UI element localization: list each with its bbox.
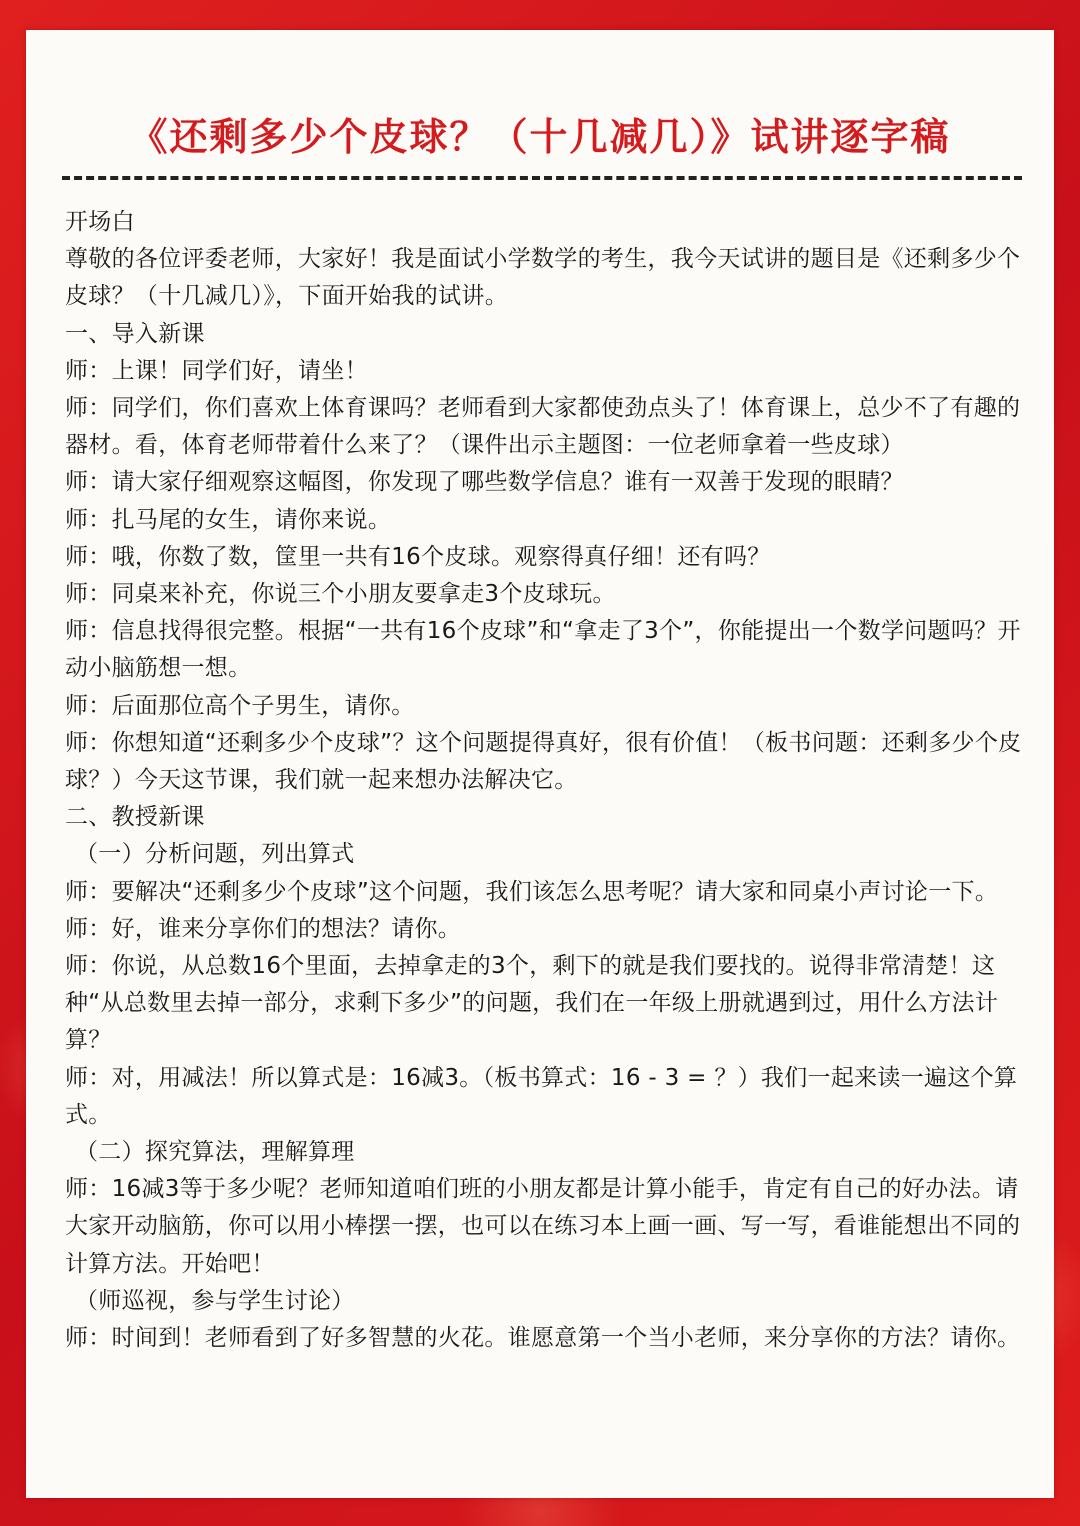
- section-heading-opening: 开场白: [65, 209, 135, 235]
- paragraph: 师：哦，你数了数，筐里一共有16个皮球。观察得真仔细！还有吗？: [65, 543, 771, 570]
- paragraph: 师：对，用减法！所以算式是：16减3。（板书算式：16 - 3 = ？）我们一起来读一遍这个算式。: [65, 1064, 1018, 1128]
- subsection-heading-analyze: （一）分析问题，列出算式: [75, 841, 355, 868]
- stage-direction: （师巡视，参与学生讨论）: [75, 1287, 355, 1314]
- section-heading-intro: 一、导入新课: [65, 320, 205, 347]
- paragraph: 师：请大家仔细观察这幅图，你发现了哪些数学信息？谁有一双善于发现的眼睛？: [65, 469, 904, 496]
- paragraph: 师：时间到！老师看到了好多智慧的火花。谁愿意第一个当小老师，来分享你的方法？请你。: [65, 1325, 1021, 1352]
- dashed-divider: [62, 176, 1022, 180]
- paragraph: 师：你说，从总数16个里面，去掉拿走的3个，剩下的就是我们要找的。说得非常清楚！这种“从总数里去掉一部分，求剩下多少”的问题，我们在一年级上册就遇到过，用什么方法计算？: [65, 953, 999, 1054]
- document-title: 《还剩多少个皮球？（十几减几）》试讲逐字稿: [129, 115, 951, 159]
- document-body: [65, 204, 1025, 1357]
- subsection-heading-explore: （二）探究算法，理解算理: [75, 1139, 355, 1166]
- paragraph: 师：同学们，你们喜欢上体育课吗？老师看到大家都使劲点头了！体育课上，总少不了有趣的器材。看，体育老师带着什么来了？（课件出示主题图：一位老师拿着一些皮球）: [65, 395, 1021, 459]
- paragraph: 师：要解决“还剩多少个皮球”这个问题，我们该怎么思考呢？请大家和同桌小声讨论一下。: [65, 878, 999, 905]
- paragraph: 尊敬的各位评委老师，大家好！我是面试小学数学的考生，我今天试讲的题目是《还剩多少个皮球？（十几减几）》，下面开始我的试讲。: [65, 246, 1021, 310]
- paragraph: 师：扎马尾的女生，请你来说。: [65, 506, 392, 533]
- paragraph: 师：上课！同学们好，请坐！: [65, 357, 368, 384]
- section-heading-new-lesson: 二、教授新课: [65, 804, 205, 831]
- paragraph: 师：信息找得很完整。根据“一共有16个皮球”和“拿走了3个”，你能提出一个数学问题吗？开动小脑筋想一想。: [65, 618, 1021, 682]
- paragraph: 师：好，谁来分享你们的想法？请你。: [65, 915, 462, 942]
- paragraph: 师：同桌来补充，你说三个小朋友要拿走3个皮球玩。: [65, 581, 616, 608]
- paragraph: 师：后面那位高个子男生，请你。: [65, 692, 415, 719]
- document-page: [26, 30, 1054, 1498]
- paragraph: 师：你想知道“还剩多少个皮球”？这个问题提得真好，很有价值！（板书问题：还剩多少个皮球？）今天这节课，我们就一起来想办法解决它。: [65, 729, 1022, 794]
- paragraph: 师：16减3等于多少呢？老师知道咱们班的小朋友都是计算小能手，肯定有自己的好办法。请大家开动脑筋，你可以用小棒摆一摆，也可以在练习本上画一画、写一写，看谁能想出不同的计算方法。开始吧！: [65, 1176, 1021, 1277]
